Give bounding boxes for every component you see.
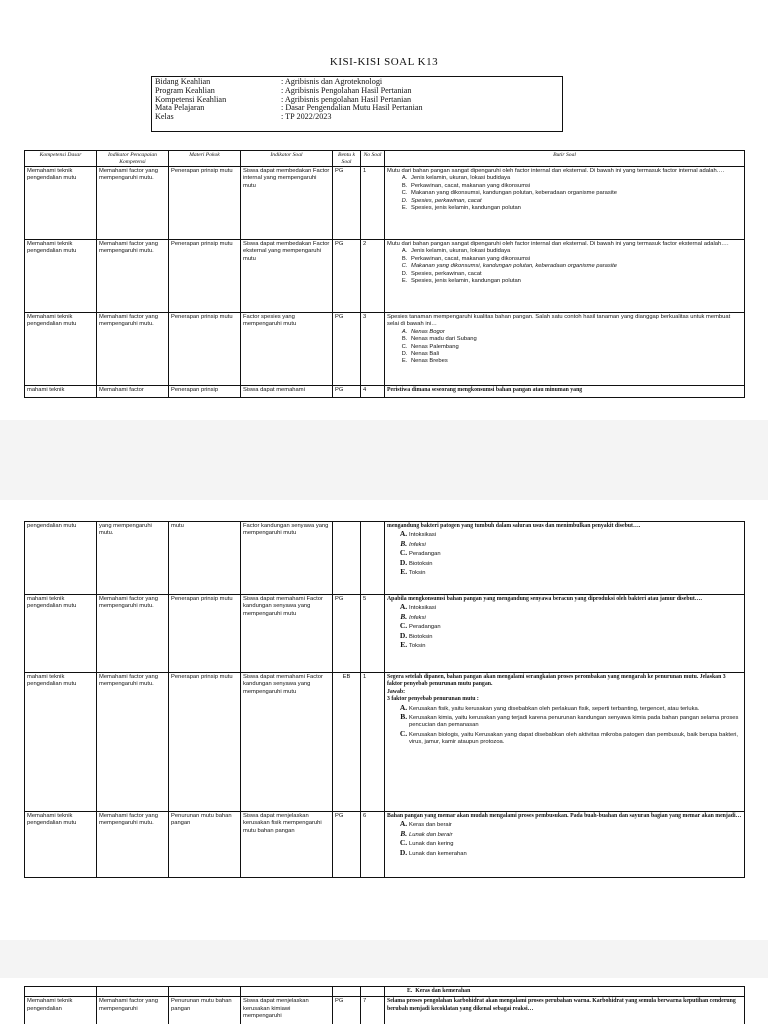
- question-text: Bahan pangan yang memar akan mudah mengalami proses pembusukan. Pada buah-buahan dan sayuran bagian yang memar akan menjadi…: [387, 813, 742, 819]
- answer-points: [387, 704, 742, 747]
- option: D. Biotoksin: [409, 559, 742, 568]
- cell-butir-soal: E. Keras dan kemerahan: [385, 987, 745, 997]
- col-header: No Soal: [361, 151, 385, 167]
- option: B. Infeksi: [409, 613, 742, 622]
- option: D. Spesies, perkawinan, cacat: [409, 271, 742, 278]
- option: B. Perkawinan, cacat, makanan yang dikonsumsi: [409, 256, 742, 263]
- cell-kd: Memahami teknik pengendalian mutu: [25, 240, 97, 313]
- cell-no: [361, 522, 385, 595]
- table-row: [25, 167, 745, 240]
- header-value: : TP 2022/2023: [281, 112, 332, 122]
- option: E. Toksin: [409, 641, 742, 650]
- answer-point: B. Kerusakan kimia, yaitu kerusakan yang terjadi karena penurunan kandungan senyawa kimia pada bahan pangan selama proses pencucian dan pemanasan: [409, 713, 742, 730]
- cell-no: 6: [361, 812, 385, 878]
- empty-cell: [25, 987, 97, 997]
- option: C. Makanan yang dikonsumsi, kandungan polutan, keberadaan organisme parasite: [409, 190, 742, 197]
- cell-materi: Penerapan prinsip mutu: [169, 595, 241, 673]
- cell-no: 4: [361, 386, 385, 398]
- cell-kd: mahami teknik pengendalian mutu: [25, 595, 97, 673]
- question-text: Mutu dari bahan pangan sangat dipengaruhi oleh factor internal dan eksternal. Di bawah ini yang termasuk factor internal adalah….: [387, 168, 725, 174]
- cell-bentuk: PG: [333, 812, 361, 878]
- table-row: [25, 240, 745, 313]
- col-header: Kompetensi Dasar: [25, 151, 97, 167]
- kisi-table-page-1: [24, 150, 745, 398]
- col-header: Bentu k Soal: [333, 151, 361, 167]
- cell-indikator: Factor kandungan senyawa yang mempengaruhi mutu: [241, 522, 333, 595]
- cell-no: 2: [361, 240, 385, 313]
- question-text: Segera setelah dipanen, bahan pangan akan mengalami serangkaian proses perombakan yang mengarah ke penurunan mutu. Jelaskan 3 faktor penyebab penurunan mutu pangan.: [387, 674, 726, 688]
- option: A. Intoksikasi: [409, 603, 742, 612]
- option: A. Nenas Bogor: [409, 329, 742, 336]
- cell-ipk: Memahami factor yang mempengaruhi mutu.: [97, 240, 169, 313]
- table-row: [25, 997, 745, 1024]
- empty-cell: [169, 987, 241, 997]
- cell-bentuk: [333, 522, 361, 595]
- header-value: : Agribisnis pengolahan Hasil Pertanian: [281, 94, 412, 104]
- cell-butir-soal: [385, 812, 745, 878]
- option: A. Intoksikasi: [409, 530, 742, 539]
- header-label: Program Keahlian: [155, 85, 215, 95]
- cell-materi: Penerapan prinsip mutu: [169, 673, 241, 812]
- cell-no: 5: [361, 595, 385, 673]
- header-label: Bidang Keahlian: [155, 77, 211, 86]
- option: B. Lunak dan berair: [409, 830, 742, 839]
- cell-butir-soal: [385, 522, 745, 595]
- cell-butir-soal: [385, 673, 745, 812]
- option: A. Jenis kelamin, ukuran, lokasi budidaya: [409, 175, 742, 182]
- col-header: Butir Soal: [385, 151, 745, 167]
- option: C. Lunak dan kering: [409, 839, 742, 848]
- table-row: [25, 673, 745, 812]
- cell-indikator: Siswa dapat memahami: [241, 386, 333, 398]
- cell-no: 1: [361, 167, 385, 240]
- table-row: [25, 812, 745, 878]
- col-header: Indikator Pencapaian Kompetensi: [97, 151, 169, 167]
- option: E. Spesies, jenis kelamin, kandungan polutan: [409, 205, 742, 212]
- option: D. Lunak dan kemerahan: [409, 849, 742, 858]
- option: C. Nenas Palembang: [409, 344, 742, 351]
- cell-butir-soal: [385, 240, 745, 313]
- question-text: Spesies tanaman mempengaruhi kualitas bahan pangan. Salah satu contoh hasil tanaman yang dianggap berkualitas untuk membuat selai di bawah ini…: [387, 314, 731, 328]
- cell-indikator: Siswa dapat membedakan Factor eksternal yang mempengaruhi mutu: [241, 240, 333, 313]
- page-title: KISI-KISI SOAL K13: [329, 56, 439, 68]
- cell-materi: Penurunan mutu bahan pangan: [169, 997, 241, 1024]
- option: B. Perkawinan, cacat, makanan yang dikonsumsi: [409, 183, 742, 190]
- cell-no: 7: [361, 997, 385, 1024]
- cell-ipk: Memahami factor yang mempengaruhi mutu.: [97, 812, 169, 878]
- empty-cell: [361, 987, 385, 997]
- cell-kd: mahami teknik pengendalian mutu: [25, 673, 97, 812]
- cell-kd: mahami teknik: [25, 386, 97, 398]
- kisi-table-page-3: [24, 986, 745, 1024]
- option: Keras dan kemerahan: [415, 988, 471, 994]
- header-value: : Agribisnis Pengolahan Hasil Pertanian: [281, 85, 412, 95]
- table-row: [25, 313, 745, 386]
- answer-label: Jawab:: [387, 688, 406, 695]
- empty-cell: [333, 987, 361, 997]
- cell-kd: Memahami teknik pengendalian mutu: [25, 313, 97, 386]
- cell-no: 3: [361, 313, 385, 386]
- header-row: [155, 104, 559, 113]
- option-list: [387, 530, 742, 577]
- option: E. Spesies, jenis kelamin, kandungan polutan: [409, 278, 742, 285]
- cell-kd: Memahami teknik pengendalian mutu: [25, 812, 97, 878]
- cell-ipk: Memahami factor yang mempengaruhi mutu.: [97, 313, 169, 386]
- table-row: [25, 386, 745, 398]
- cell-indikator: Siswa dapat memahami Factor kandungan senyawa yang mempengaruhi mutu: [241, 595, 333, 673]
- cell-kd: Memahami teknik pengendalian: [25, 997, 97, 1024]
- cell-bentuk: EB: [333, 673, 361, 812]
- cell-ipk: Memahami factor yang mempengaruhi mutu.: [97, 167, 169, 240]
- cell-ipk: Memahami factor: [97, 386, 169, 398]
- cell-butir-soal: Peristiwa dimana seseorang mengkonsumsi bahan pangan atau minuman yang: [385, 386, 745, 398]
- document-page-3: [0, 978, 768, 1024]
- header-row: [155, 113, 559, 122]
- table-row: [25, 522, 745, 595]
- kisi-table-page-2: [24, 521, 745, 878]
- cell-bentuk: PG: [333, 167, 361, 240]
- cell-materi: Penurunan mutu bahan pangan: [169, 812, 241, 878]
- empty-cell: [241, 987, 333, 997]
- cell-indikator: Factor spesies yang mempengaruhi mutu: [241, 313, 333, 386]
- answer-point: C. Kerusakan biologis, yaitu Kerusakan yang dapat disebabkan oleh aktivitas mikroba patogen dan pembusuk, baik berupa bakteri, virus, jamur, kamir ataupun protozoa.: [409, 730, 742, 747]
- option: E. Nenas Brebes: [409, 358, 742, 365]
- cell-indikator: Siswa dapat menjelaskan kerusakan kimiawi mempengaruhi: [241, 997, 333, 1024]
- header-label: Kompetensi Keahlian: [155, 94, 227, 104]
- cell-indikator: Siswa dapat memahami Factor kandungan senyawa yang mempengaruhi mutu: [241, 673, 333, 812]
- table-row: [25, 595, 745, 673]
- table-row: [25, 987, 745, 997]
- option-list: [387, 248, 742, 285]
- header-value: : Dasar Pengendalian Mutu Hasil Pertanian: [281, 103, 423, 113]
- question-text: mengandung bakteri patogen yang tumbuh dalam saluran usus dan menimbulkan penyakit disebut….: [387, 523, 641, 529]
- cell-butir-soal: Selama proses pengolahan karbohidrat akan mengalami proses perubahan warna. Karbohidrat yang semula berwarna keputihan cenderung berubah menjadi kecoklatan yang dikenal sebagai reaksi…: [385, 997, 745, 1024]
- cell-kd: Memahami teknik pengendalian mutu: [25, 167, 97, 240]
- cell-indikator: Siswa dapat membedakan Factor internal yang mempengaruhi mutu: [241, 167, 333, 240]
- cell-bentuk: PG: [333, 595, 361, 673]
- cell-butir-soal: [385, 595, 745, 673]
- option: D. Spesies, perkawinan, cacat: [409, 198, 742, 205]
- cell-materi: Penerapan prinsip: [169, 386, 241, 398]
- cell-butir-soal: [385, 313, 745, 386]
- option: A. Jenis kelamin, ukuran, lokasi budidaya: [409, 248, 742, 255]
- option: C. Peradangan: [409, 549, 742, 558]
- option-list: [387, 175, 742, 212]
- cell-bentuk: PG: [333, 386, 361, 398]
- cell-indikator: Siswa dapat menjelaskan kerusakan fisik mempengaruhi mutu bahan pangan: [241, 812, 333, 878]
- header-info-box: [151, 76, 563, 132]
- option: D. Biotoksin: [409, 632, 742, 641]
- cell-ipk: Memahami factor yang mempengaruhi mutu.: [97, 595, 169, 673]
- cell-kd: pengendalian mutu: [25, 522, 97, 595]
- cell-materi: mutu: [169, 522, 241, 595]
- header-label: Kelas: [155, 112, 174, 122]
- cell-ipk: yang mempengaruhi mutu.: [97, 522, 169, 595]
- cell-materi: Penerapan prinsip mutu: [169, 313, 241, 386]
- cell-no: 1: [361, 673, 385, 812]
- question-text: Mutu dari bahan pangan sangat dipengaruhi oleh factor internal dan eksternal. Di bawah ini yang termasuk factor eksternal adalah….: [387, 241, 729, 247]
- question-text: Apabila mengkonsumsi bahan pangan yang mengandung senyawa beracun yang diproduksi oleh bakteri atau jamur disebut….: [387, 596, 702, 602]
- option-list: [387, 329, 742, 366]
- header-label: Mata Pelajaran: [155, 103, 205, 113]
- option-list: [387, 603, 742, 650]
- option: E. Toksin: [409, 568, 742, 577]
- col-header: Indikator Soal: [241, 151, 333, 167]
- option: C. Peradangan: [409, 622, 742, 631]
- cell-butir-soal: [385, 167, 745, 240]
- option: C. Makanan yang dikonsumsi, kandungan polutan, keberadaan organisme parasite: [409, 263, 742, 270]
- header-value: : Agribisnis dan Agroteknologi: [281, 77, 383, 86]
- document-page-1: [0, 0, 768, 420]
- cell-materi: Penerapan prinsip mutu: [169, 240, 241, 313]
- option-list: [387, 820, 742, 858]
- answer-point: A. Kerusakan fisik, yaitu kerusakan yang disebabkan oleh perlakuan fisik, seperti terbanting, tergencet, atau terluka.: [409, 704, 742, 713]
- cell-materi: Penerapan prinsip mutu: [169, 167, 241, 240]
- cell-ipk: Memahami factor yang mempengaruhi mutu.: [97, 673, 169, 812]
- cell-bentuk: PG: [333, 240, 361, 313]
- option: D. Nenas Bali: [409, 351, 742, 358]
- option: B. Nenas madu dari Subang: [409, 336, 742, 343]
- document-page-2: [0, 500, 768, 940]
- cell-ipk: Memahami factor yang mempengaruhi: [97, 997, 169, 1024]
- option: B. Infeksi: [409, 540, 742, 549]
- empty-cell: [97, 987, 169, 997]
- col-header: Materi Pokok: [169, 151, 241, 167]
- option: A. Keras dan berair: [409, 820, 742, 829]
- cell-bentuk: PG: [333, 313, 361, 386]
- table-header-row: [25, 151, 745, 167]
- cell-bentuk: PG: [333, 997, 361, 1024]
- answer-intro: 3 faktor penyebab penurunan mutu :: [387, 696, 479, 703]
